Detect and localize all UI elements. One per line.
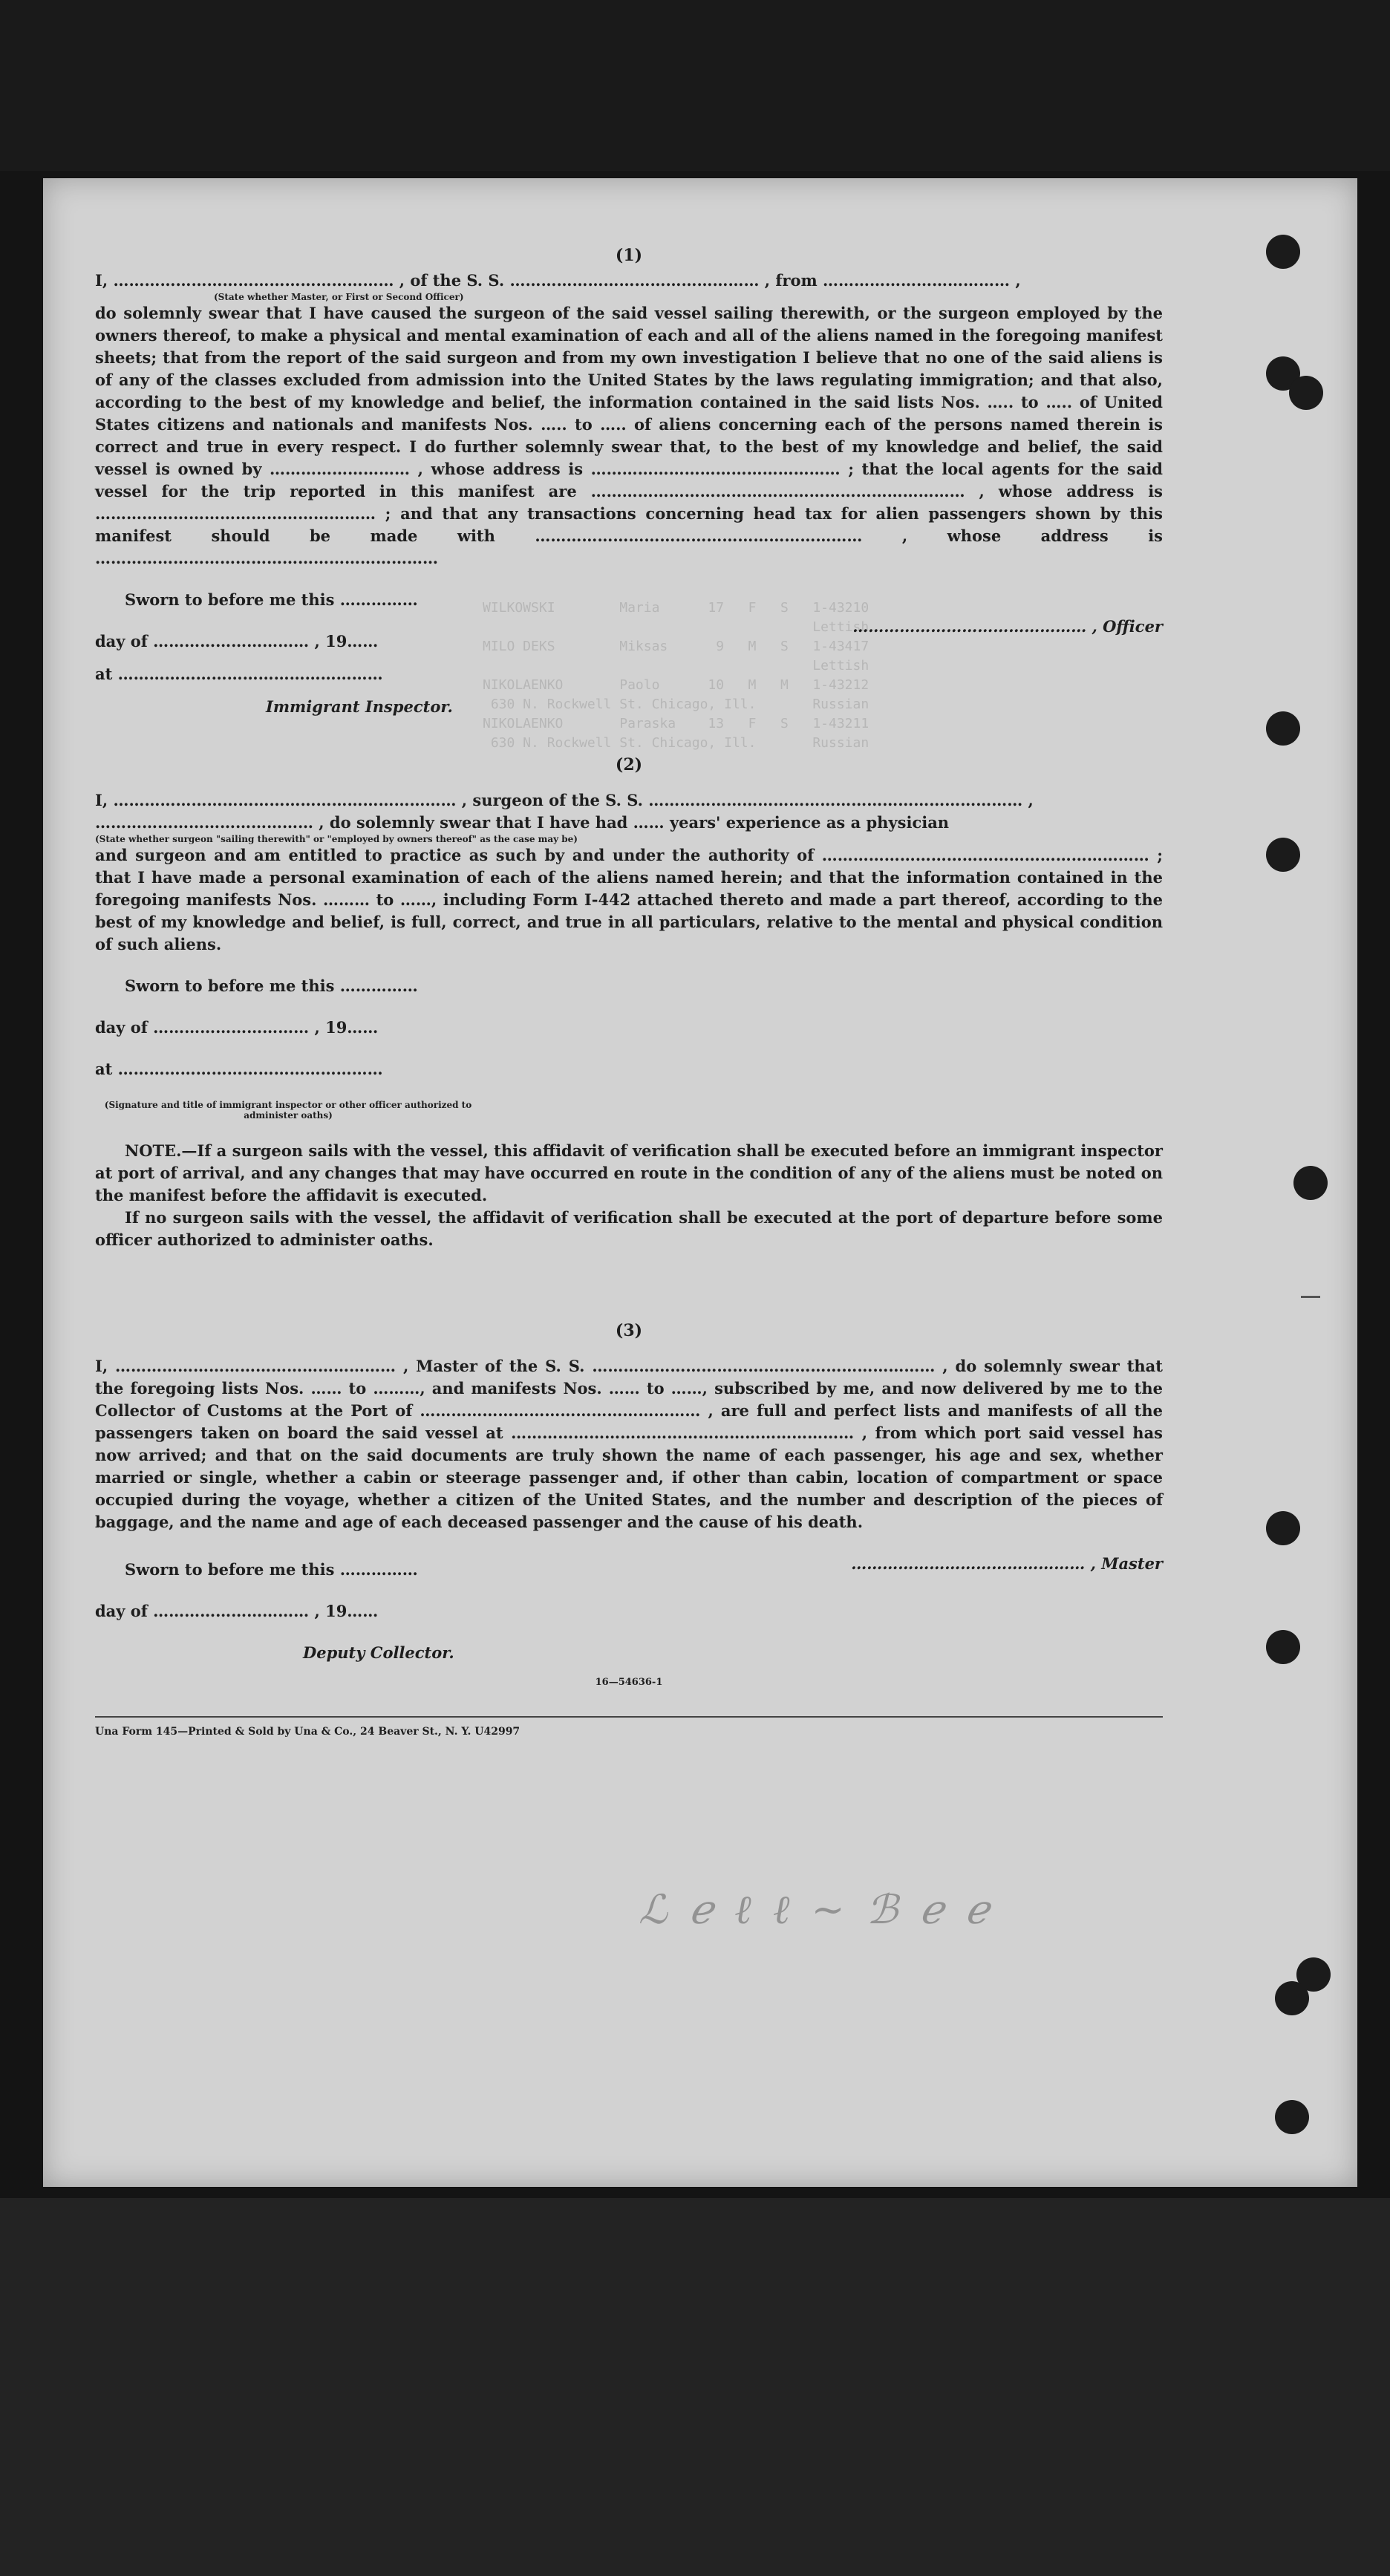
master-signature-line: ……………………………………… , Master [851, 1554, 1163, 1573]
collector-title: Deputy Collector. [303, 1643, 454, 1662]
footer-rule [95, 1716, 1163, 1718]
master-oath-body: do solemnly swear that I have caused the surgeon of the said vessel sailing therewith, or the surgeon employed by the owners thereof, to make a physical and mental examination of each and all of the aliens named in the foregoing manifest sheets; that from the report of the said surgeon and from my own investigation I believe that no one of the said aliens is of any of the classes excluded from admission into the United States by the laws regulating immigration; and that also, according to the best of my knowledge and belief, the information contained in the said lists Nos. ….. to ….. of United States citizens and nationals and manifests Nos. ….. to ….. of aliens concerning each of the persons named therein is correct and true in every respect. I do further solemnly swear that, to the best of my knowledge and belief, the said vessel is owned by ……………………… , whose address is ………………………………………… ; that the local agents for the said vessel for the trip reported in this manifest are ……………………………………………………………… , whose address is ……………………………………………… ; and that any transactions concerning head tax for alien passengers shown by this manifest should be made with ……………………………………………………… , whose address is ………………………………………………………… [95, 304, 1163, 567]
surgeon-oath-line-2: …………………………………… , do solemnly swear that I have had …… years' experience as a physician [95, 813, 950, 832]
handwritten-signature: ℒ ℯ ℓ ℓ ~ ℬ ℯ ℯ [639, 1886, 993, 1933]
bleed-through-text: WILKOWSKI Maria 17 F S 1-43210 Lettish MILO DEKS Miksas 9 M S 1-43417 Lettish NIKOLAENKO Paolo 10 M M 1-43212 630 N. Rockwell St. Chicago, Ill. Russian NIKOLAENKO Paraska 13 F S 1-43211 630 N. Rockwell St. Chicago, Ill. Russian [483, 600, 869, 751]
sworn-line: Sworn to before me this …………… [125, 976, 418, 995]
inspector-title: Immigrant Inspector. [266, 697, 453, 716]
master-oath-line: I, ……………………………………………… , of the S. S. ………………………………………… , from ……………………………… , [95, 271, 1021, 290]
signature-block [95, 1553, 1163, 1664]
day-line: day of ………………………… , 19…… [95, 1602, 379, 1620]
surgeon-oath-line: I, ………………………………………………………… , surgeon of the S. S. ……………………………………………………………… , [95, 791, 1034, 809]
signature-note: (Signature and title of immigrant inspector or other officer authorized to administer oaths) [104, 1100, 472, 1121]
punch-hole [1293, 1166, 1328, 1200]
master-final-oath-body: I, ……………………………………………… , Master of the S. S. ………………………………………………………… , do solemnly swear that the foregoing lists Nos. …… to ………, and manifests Nos. …… to ……, subscribed by me, and now delivered by me to the Collector of Customs at the Port of ……………………………………………… , are full and perfect lists and manifests of all the passengers taken on board the said vessel at ………………………………………………………… , from which port said vessel has now arrived; and that on the said documents are truly shown the name of each passenger, his age and sex, whether married or single, whether a cabin or steerage passenger and, if other than cabin, location of compartment or space occupied during the voyage, whether a citizen of the United States, and the number and description of the pieces of baggage, and the name and age of each deceased passenger and the cause of his death. [95, 1357, 1163, 1531]
note-paragraph: NOTE.—If a surgeon sails with the vessel, this affidavit of verification shall be executed before an immigrant inspector at port of arrival, and any changes that may have occurred en route in the condition of any of the aliens must be noted on the manifest before the affidavit is executed. [95, 1141, 1163, 1204]
section-number: (1) [615, 246, 643, 265]
punch-hole [1275, 2100, 1309, 2134]
affidavit-form [95, 241, 1163, 1738]
punch-hole [1266, 711, 1300, 746]
punch-hole [1266, 1630, 1300, 1664]
margin-mark [1301, 1296, 1320, 1298]
surgeon-oath-body: and surgeon and am entitled to practice as such by and under the authority of ……………………………………………………… ; that I have made a personal examination of each of the aliens named herein; and that the information contained in the foregoing manifests Nos. ……… to ……, including Form I-442 attached thereto and made a part thereof, according to the best of my knowledge and belief, is full, correct, and true in all particulars, relative to the mental and physical condition of such aliens. [95, 846, 1163, 953]
field-note: (State whether surgeon "sailing therewith" or "employed by owners thereof" as the case may be) [95, 834, 578, 844]
punch-hole [1266, 838, 1300, 872]
at-line: at …………………………………………… [95, 1060, 383, 1078]
at-line: at …………………………………………… [95, 665, 383, 683]
punch-hole [1275, 1981, 1309, 2015]
film-frame-top [0, 0, 1390, 171]
punch-hole [1266, 235, 1300, 269]
punch-hole [1289, 376, 1323, 410]
printer-imprint: Una Form 145—Printed & Sold by Una & Co., 24 Beaver St., N. Y. U42997 [95, 1726, 521, 1738]
signature-block [95, 589, 1163, 718]
note-paragraph-2: If no surgeon sails with the vessel, the affidavit of verification shall be executed at the port of departure before some officer authorized to administer oaths. [95, 1208, 1163, 1249]
sworn-line: Sworn to before me this …………… [125, 590, 418, 609]
day-line: day of ………………………… , 19…… [95, 632, 379, 650]
punch-hole [1266, 1511, 1300, 1545]
field-note: (State whether Master, or First or Second Officer) [214, 292, 464, 302]
sworn-line: Sworn to before me this …………… [125, 1560, 418, 1579]
section-number: (2) [615, 755, 643, 775]
section-number: (3) [615, 1321, 643, 1340]
form-stamp: 16—54636-1 [595, 1677, 663, 1688]
day-line: day of ………………………… , 19…… [95, 1018, 379, 1037]
film-frame-bottom [0, 2198, 1390, 2576]
officer-signature-line: ……………………………………… , Officer [852, 617, 1163, 636]
